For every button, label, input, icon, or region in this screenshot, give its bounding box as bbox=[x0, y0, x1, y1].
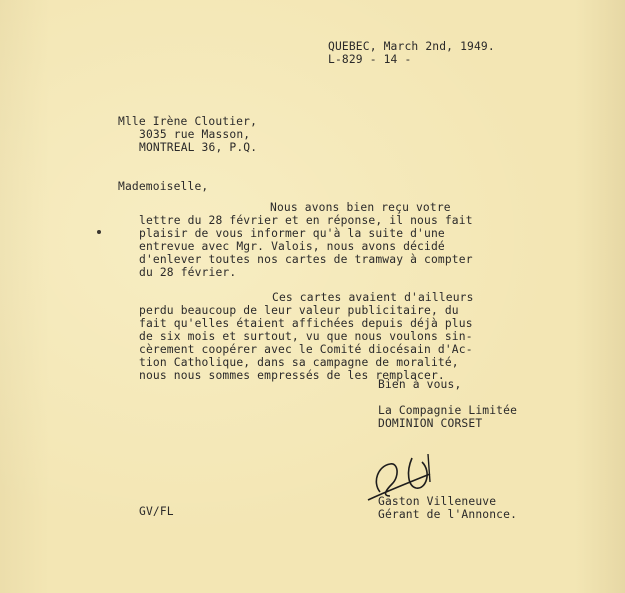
paragraph2-line: tion Catholique, dans sa campagne de moralité, bbox=[139, 356, 459, 369]
recipient-city: MONTREAL 36, P.Q. bbox=[139, 141, 258, 154]
signatory-title: Gérant de l'Annonce. bbox=[378, 508, 518, 521]
paragraph2-line: de six mois et surtout, vu que nous voulons sin- bbox=[139, 330, 473, 343]
paragraph2-line: Ces cartes avaient d'ailleurs bbox=[272, 291, 474, 304]
paragraph1-line: du 28 février. bbox=[139, 266, 237, 279]
paragraph1-line: plaisir de vous informer qu'à la suite d'une bbox=[139, 227, 445, 240]
paragraph2-line: cèrement coopérer avec le Comité diocésain d'Ac- bbox=[139, 343, 473, 356]
paragraph1-line: entrevue avec Mgr. Valois, nous avons décidé bbox=[139, 240, 445, 253]
paragraph1-line: d'enlever toutes nos cartes de tramway à compter bbox=[139, 253, 473, 266]
paragraph1-line: lettre du 28 février et en réponse, il nous fait bbox=[139, 214, 473, 227]
company-line2: DOMINION CORSET bbox=[378, 417, 483, 430]
paragraph2-line: perdu beaucoup de leur valeur publicitaire, du bbox=[139, 304, 459, 317]
recipient-name: Mlle Irène Cloutier, bbox=[118, 115, 258, 128]
recipient-street: 3035 rue Masson, bbox=[139, 128, 251, 141]
date-line: QUEBEC, March 2nd, 1949. bbox=[328, 40, 495, 53]
signatory-name: Gaston Villeneuve bbox=[378, 495, 497, 508]
closing: Bien à vous, bbox=[378, 378, 462, 391]
paragraph2-line: nous nous sommes empressés de les remplacer. bbox=[139, 369, 445, 382]
company-line1: La Compagnie Limitée bbox=[378, 404, 518, 417]
reference-line: L-829 - 14 - bbox=[328, 53, 412, 66]
paragraph1-line: Nous avons bien reçu votre bbox=[270, 201, 451, 214]
typist-initials: GV/FL bbox=[139, 505, 174, 518]
punch-hole-mark bbox=[97, 230, 101, 234]
paragraph2-line: fait qu'elles étaient affichées depuis déjà plus bbox=[139, 317, 473, 330]
salutation: Mademoiselle, bbox=[118, 180, 209, 193]
